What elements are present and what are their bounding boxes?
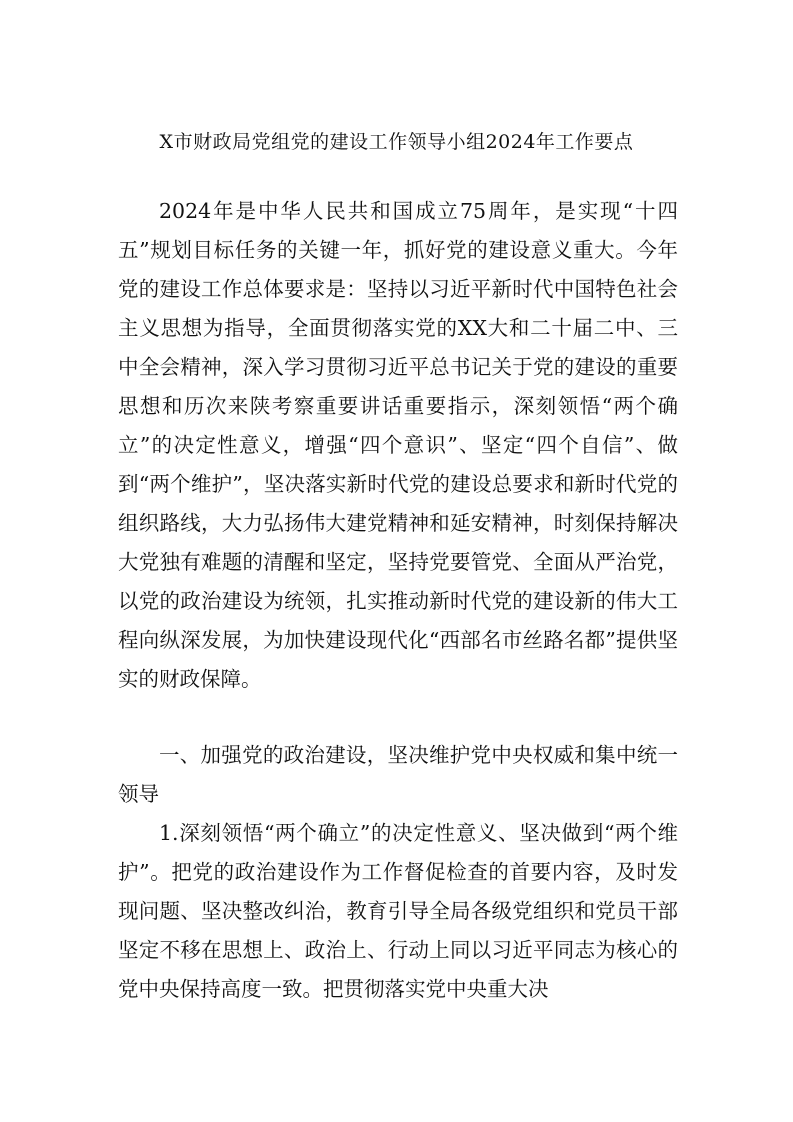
document-title: X市财政局党组党的建设工作领导小组2024年工作要点 [159,131,634,153]
item-paragraph: 1.深刻领悟“两个确立”的决定性意义、坚决做到“两个维护”。把党的政治建设作为工作督促检查的首要内容，及时发现问题、坚决整改纠治，教育引导全局各级党组织和党员干部坚定不移在思想上、政治上、行动上同以习近平同志为核心的党中央保持高度一致。把贯彻落实党中央重大决 [118,821,678,1001]
intro-paragraph: 2024年是中华人民共和国成立75周年，是实现“十四五”规划目标任务的关键一年，抓好党的建设意义重大。今年党的建设工作总体要求是：坚持以习近平新时代中国特色社会主义思想为指导，全面贯彻落实党的XX大和二十届二中、三中全会精神，深入学习贯彻习近平总书记关于党的建设的重要思想和历次来陕考察重要讲话重要指示，深刻领悟“两个确立”的决定性意义，增强“四个意识”、坚定“四个自信”、做到“两个维护”，坚决落实新时代党的建设总要求和新时代党的组织路线，大力弘扬伟大建党精神和延安精神，时刻保持解决大党独有难题的清醒和坚定，坚持党要管党、全面从严治党，以党的政治建设为统领，扎实推动新时代党的建设新的伟大工程向纵深发展，为加快建设现代化“西部名市丝路名都”提供坚实的财政保障。 [118,199,678,691]
section-heading: 一、加强党的政治建设，坚决维护党中央权威和集中统一领导 [118,743,678,806]
